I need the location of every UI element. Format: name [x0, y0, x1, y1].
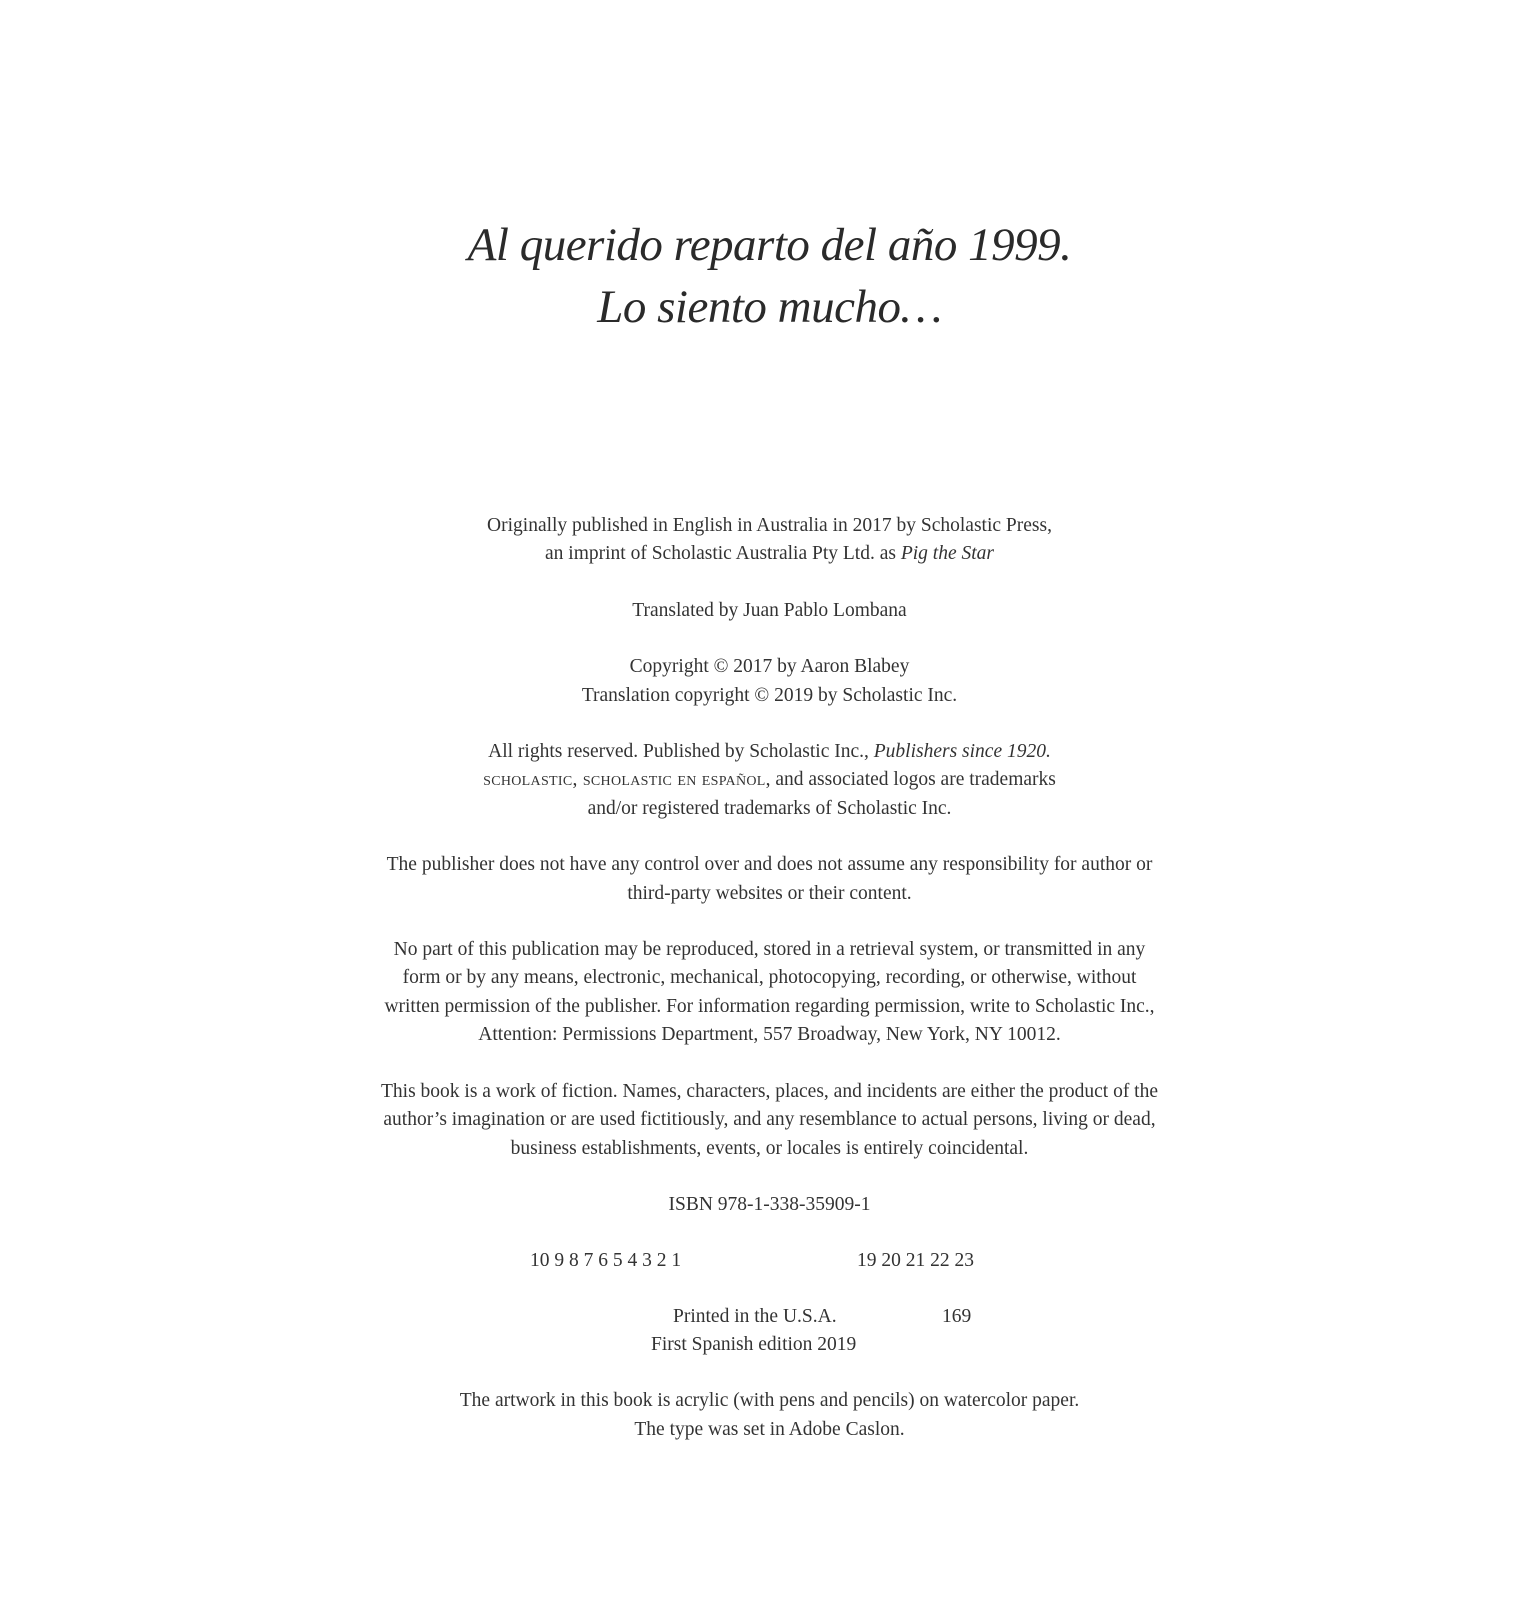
- rights-line-2-suffix: , and associated logos are trademarks: [765, 769, 1056, 791]
- artwork-line-1: The artwork in this book is acrylic (with pens and pencils) on watercolor paper.: [459, 1390, 1080, 1412]
- rights-line-1-prefix: All rights reserved. Published by Scholastic Inc.,: [488, 741, 874, 763]
- fiction-line-1: This book is a work of fiction. Names, characters, places, and incidents are either the product of the: [380, 1080, 1159, 1102]
- isbn-line: ISBN 978-1-338-35909-1: [668, 1193, 871, 1215]
- original-publication-line-1: Originally published in English in Australia in 2017 by Scholastic Press,: [487, 515, 1052, 536]
- reproduction-line-4: Attention: Permissions Department, 557 Broadway, New York, NY 10012.: [478, 1024, 1061, 1046]
- printing-info: [0, 1303, 1539, 1359]
- reproduction-line-1: No part of this publication may be reproduced, stored in a retrieval system, or transmitted in any: [393, 939, 1146, 961]
- translator-line: Translated by Juan Pablo Lombana: [632, 599, 907, 621]
- original-publication: [0, 512, 1539, 569]
- copyright-notice: [0, 653, 1539, 710]
- dedication-line-1: Al querido reparto del año 1999.: [467, 219, 1072, 271]
- printer-code: 169: [942, 1306, 972, 1328]
- fiction-line-3: business establishments, events, or locales is entirely coincidental.: [510, 1137, 1029, 1159]
- copyright-line-2: Translation copyright © 2019 by Scholastic Inc.: [581, 684, 958, 706]
- dedication: [0, 214, 1539, 338]
- printed-in: Printed in the U.S.A.: [673, 1306, 837, 1328]
- publishers-since: Publishers since 1920.: [873, 741, 1051, 763]
- translator-credit: [0, 597, 1539, 625]
- print-number-line: [0, 1247, 1539, 1275]
- artwork-line-2: The type was set in Adobe Caslon.: [634, 1418, 905, 1440]
- reproduction-line-3: written permission of the publisher. For information regarding permission, write to Scholastic Inc.,: [384, 995, 1155, 1017]
- trademark-names: scholastic, scholastic en español: [483, 769, 766, 791]
- rights-notice: [0, 738, 1539, 823]
- artwork-note: [0, 1387, 1539, 1444]
- rights-line-2: [0, 766, 1539, 794]
- isbn: [0, 1191, 1539, 1219]
- rights-line-3: and/or registered trademarks of Scholastic Inc.: [587, 797, 952, 819]
- responsibility-notice: [0, 851, 1539, 908]
- copyright-line-1: Copyright © 2017 by Aaron Blabey: [629, 656, 910, 678]
- copyright-page-text: [0, 512, 1539, 1472]
- reproduction-notice: [0, 936, 1539, 1050]
- dedication-line-2: Lo siento mucho…: [597, 281, 942, 333]
- original-publication-line-2: [0, 540, 1539, 568]
- fiction-line-2: author’s imagination or are used fictitiously, and any resemblance to actual persons, living or dead,: [383, 1109, 1156, 1131]
- fiction-disclaimer: [0, 1078, 1539, 1163]
- rights-line-1: [0, 738, 1539, 766]
- reproduction-line-2: form or by any means, electronic, mechanical, photocopying, recording, or otherwise, without: [402, 967, 1137, 989]
- original-title: Pig the Star: [900, 543, 994, 565]
- responsibility-line-2: third-party websites or their content.: [627, 882, 912, 904]
- impression-numbers: 10 9 8 7 6 5 4 3 2 1: [530, 1250, 682, 1272]
- edition: First Spanish edition 2019: [651, 1334, 857, 1356]
- original-publication-prefix: an imprint of Scholastic Australia Pty Ltd. as: [545, 543, 901, 565]
- year-numbers: 19 20 21 22 23: [857, 1250, 974, 1272]
- responsibility-line-1: The publisher does not have any control over and does not assume any responsibility for author or: [386, 854, 1153, 876]
